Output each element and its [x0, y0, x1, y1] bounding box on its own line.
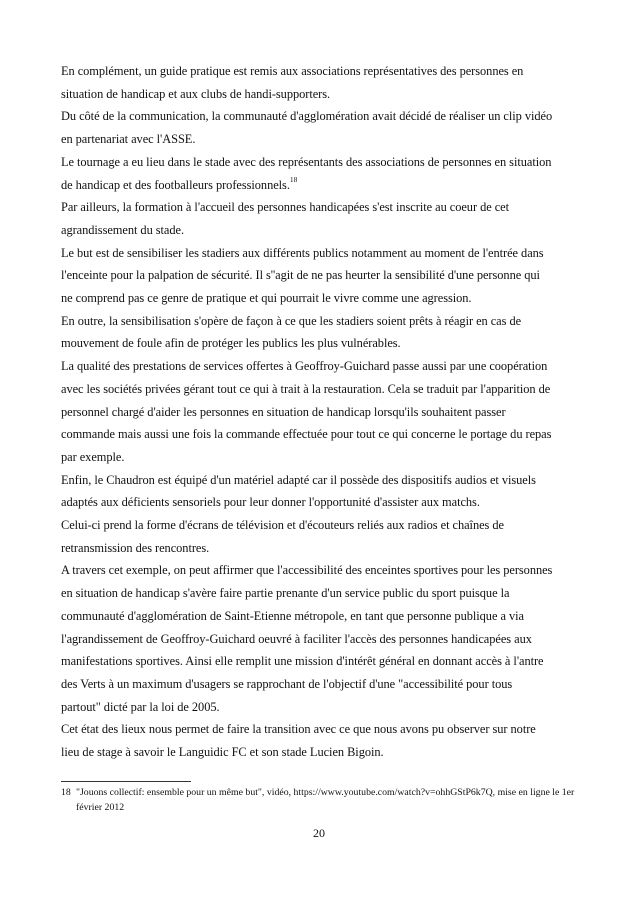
paragraph: La qualité des prestations de services offertes à Geoffroy-Guichard passe aussi par une coopération avec les sociétés privées gérant tout ce qui à trait à la restauration. Cela se traduit par l'apparition de personnel chargé d'aider les personnes en situation de handicap lorsqu'ils souhaitent passer commande mais aussi une fois la commande effectuée pour tout ce qui concerne le portage du repas par exemple.	[61, 359, 552, 464]
paragraph-with-footnote-ref	[61, 151, 581, 196]
footnote-text: "Jouons collectif: ensemble pour un même but", vidéo, https://www.youtube.com/watch?v=ohhGStP6k7Q, mise en ligne le 1er février 2012	[76, 787, 575, 813]
paragraph-text: Le tournage a eu lieu dans le stade avec des représentants des associations de personnes en situation de handicap et des footballeurs professionnels.	[61, 154, 552, 192]
paragraph: Enfin, le Chaudron est équipé d'un matériel adapté car il possède des dispositifs audios et visuels adaptés aux déficients sensoriels pour leur donner l'opportunité d'assister aux matchs.	[61, 472, 536, 510]
body-text	[61, 60, 581, 764]
paragraph: A travers cet exemple, on peut affirmer que l'accessibilité des enceintes sportives pour les personnes en situation de handicap s'avère faire partie prenante d'un service public du sport puisque la communauté d'agglomération de Saint-Etienne métropole, en tant que personne publique a via l'agrandissement de Geoffroy-Guichard oeuvré à faciliter l'accès des personnes handicapées aux manifestations sportives. Ainsi elle remplit une mission d'intérêt général en donnant accès à l'antre des Verts à un maximum d'usagers se rapprochant de l'objectif d'une "accessibilité pour tous partout" dicté par la loi de 2005.	[61, 563, 553, 714]
footnote-number: 18	[61, 787, 71, 798]
footnote-reference[interactable]: 18	[289, 175, 298, 185]
paragraph: En outre, la sensibilisation s'opère de façon à ce que les stadiers soient prêts à réagir en cas de mouvement de foule afin de protéger les publics les plus vulnérables.	[61, 313, 522, 351]
paragraph: Celui-ci prend la forme d'écrans de télévision et d'écouteurs reliés aux radios et chaînes de retransmission des rencontres.	[61, 518, 504, 555]
paragraph: Cet état des lieux nous permet de faire la transition avec ce que nous avons pu observer sur notre lieu de stage à savoir le Languidic FC et son stade Lucien Bigoin.	[61, 722, 536, 760]
footnote	[61, 786, 581, 815]
page-number: 20	[313, 826, 325, 840]
paragraph: Le but est de sensibiliser les stadiers aux différents publics notamment au moment de l'entrée dans l'enceinte pour la palpation de sécurité. Il s''agit de ne pas heurter la sensibilité d'une personne qui ne comprend pas ce genre de pratique et qui pourrait le vivre comme une agression.	[61, 245, 544, 306]
paragraph: Par ailleurs, la formation à l'accueil des personnes handicapées s'est inscrite au coeur de cet agrandissement du stade.	[61, 200, 510, 237]
footnote-separator	[61, 781, 191, 782]
paragraph: Du côté de la communication, la communauté d'agglomération avait décidé de réaliser un clip vidéo en partenariat avec l'ASSE.	[61, 109, 553, 147]
paragraph: En complément, un guide pratique est remis aux associations représentatives des personnes en situation de handicap et aux clubs de handi-supporters.	[61, 64, 524, 101]
